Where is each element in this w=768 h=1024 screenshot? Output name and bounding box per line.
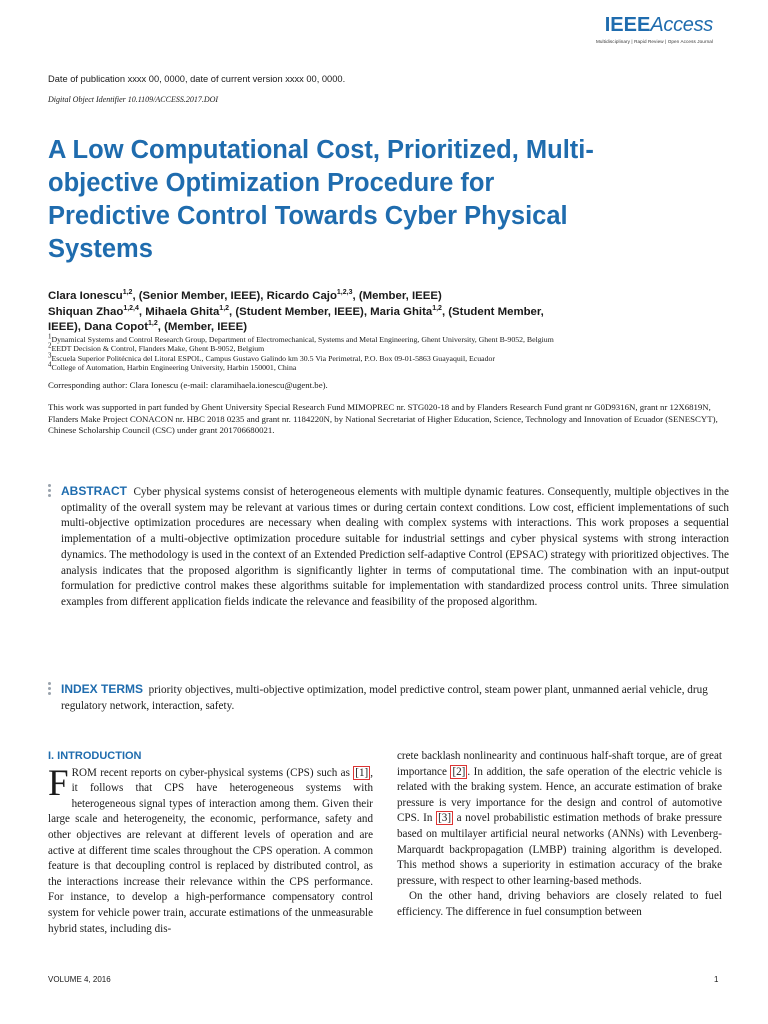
author-role: , (Senior Member, IEEE), — [132, 290, 267, 302]
author-affiliation-sup: 1,2,3 — [336, 289, 353, 297]
affiliation-number: 2 — [48, 341, 52, 350]
author-list — [48, 289, 548, 336]
citation-link[interactable]: [3] — [438, 812, 452, 825]
author-name: Maria Ghita — [370, 305, 433, 318]
affiliation-text: Escuela Superior Politécnica del Litoral ESPOL, Campus Gustavo Galindo km 30.5 Via Perimetral, P.O. Box 09-01-5863 Guayaquil, Ecuador — [51, 353, 496, 363]
body-column-left — [48, 749, 373, 937]
section-heading: I. INTRODUCTION — [48, 750, 142, 762]
affiliation-number: 3 — [48, 351, 52, 360]
body-text: . In addition, the safe operation of the electric vehicle is related with the braking system. Hence, an accurate estimation of brake pressure is very importance for the design and control of automotive CPS. In — [397, 765, 722, 825]
section-marker-icon — [48, 484, 52, 499]
affiliation-number: 1 — [48, 332, 52, 341]
section-marker-icon — [48, 682, 52, 697]
author-name: Mihaela Ghita — [145, 305, 220, 318]
intro-text: ROM recent reports on cyber-physical systems (CPS) such as — [71, 766, 354, 779]
affiliation-number: 4 — [48, 360, 52, 369]
logo-word-access: Access — [650, 14, 713, 36]
affiliation-item — [48, 332, 728, 344]
author-role: , (Member, IEEE) — [157, 321, 248, 333]
affiliation-text: EEDT Decision & Control, Flanders Make, Ghent B-9052, Belgium — [51, 344, 265, 354]
body-text: a novel probabilistic estimation methods of brake pressure based on multilayer artificial neural networks (ANNs) with Levenberg-Marquardt backpropagation (LMBP) training algorithm is developed. This method shows a superiority in estimation accuracy of the brake pressure, with respect to other learning-based methods. — [397, 812, 722, 887]
logo-word-ieee: IEEE — [604, 14, 651, 36]
funding-note: This work was supported in part funded by Ghent University Special Research Fund MIMOPREC nr. STG020-18 and by Flanders Research Fund grant nr G0D9316N, grant nr 12X6819N, Flanders Make Project CONACON nr. HBC 2018 0235 and grant nr. 1184220N, by National Secretariat of Higher Education, Science, Technology and Innovation of Ecuador (SENESCYT), Chinese Scholarship Council (CSC) under grant 201706680021. — [48, 402, 718, 436]
affiliation-item — [48, 341, 728, 354]
author-affiliation-sup: 1,2 — [148, 320, 158, 328]
paper-title: A Low Computational Cost, Prioritized, Multi-objective Optimization Procedure for Predictive Control Towards Cyber Physical Systems — [48, 136, 594, 263]
affiliation-text: College of Automation, Harbin Engineering University, Harbin 150001, China — [51, 363, 297, 373]
author-role: , (Student Member, IEEE), — [229, 305, 371, 318]
affiliation-item — [48, 351, 728, 363]
author-name: Ricardo Cajo — [266, 290, 337, 302]
logo-tagline: Multidisciplinary | Rapid Review | Open Access Journal — [595, 39, 713, 44]
corresponding-author: Corresponding author: Clara Ionescu (e-mail: claramihaela.ionescu@ugent.be). — [48, 380, 328, 390]
body-column-right — [397, 749, 722, 921]
abstract-block — [61, 484, 729, 611]
index-terms-block — [61, 682, 729, 714]
abstract-text: Cyber physical systems consist of heterogeneous elements with multiple dynamic features. Consequently, multiple objectives in the optimality of the overall system may be relevant at various times or during certain context conditions. Low cost, efficient implementations of such multi-objective optimization procedures are necessary when dealing with complex systems with interactions. This work proposes a sequential implementation of a multi-objective optimization procedure suitable for industrial settings and cyber physical systems with strong interaction dynamics. The methodology is used in the context of an Extended Prediction self-adaptive Control (EPSAC) strategy with prioritized objectives. The analysis indicates that the proposed algorithm is significantly lighter in terms of computational time. The combination with an input-output formulation for predictive control makes these algorithms suitable for implementation with standardized process control units. Three simulation examples from different application fields indicate the relevance and feasibility of the proposed algorithm. — [61, 486, 729, 608]
affiliation-item — [48, 360, 728, 373]
page-number: 1 — [714, 975, 719, 984]
footer-volume: VOLUME 4, 2016 — [48, 975, 111, 984]
author-affiliation-sup: 1,2,4 — [123, 304, 139, 312]
author-role: , (Member, IEEE) — [352, 290, 442, 302]
affiliation-text: Dynamical Systems and Control Research Group, Department of Electromechanical, Systems and Metal Engineering, Ghent University, Ghent B-9052, Belgium — [51, 335, 554, 344]
abstract-heading: ABSTRACT — [61, 484, 127, 498]
citation-link[interactable]: [1] — [355, 766, 369, 779]
body-text: crete backlash nonlinearity and continuous half-shaft torque, are of great importance — [397, 750, 722, 778]
index-terms-text: priority objectives, multi-objective optimization, model predictive control, steam power plant, unmanned aerial vehicle, drug regulatory network, interaction, safety. — [61, 684, 708, 712]
author-name: Shiquan Zhao — [48, 305, 124, 318]
publication-date: Date of publication xxxx 00, 0000, date of current version xxxx 00, 0000. — [48, 74, 346, 84]
body-paragraph: On the other hand, driving behaviors are closely related to fuel efficiency. The difference in fuel consumption between — [397, 890, 722, 918]
author-affiliation-sup: 1,2 — [122, 289, 133, 297]
author-name: Clara Ionescu — [48, 290, 123, 302]
author-separator: , — [138, 305, 146, 318]
drop-cap: F — [48, 762, 69, 804]
citation-link[interactable]: [2] — [452, 765, 466, 778]
author-affiliation-sup: 1,2 — [432, 304, 442, 312]
affiliations — [48, 332, 728, 373]
author-affiliation-sup: 1,2 — [219, 304, 230, 312]
author-role: , (Student Member, IEEE), — [48, 305, 544, 333]
intro-text: , it follows that CPS have heterogeneous systems with heterogeneous signal types of interaction among them. Given their large scale and heterogeneity, the economic, performance, safety and other objectives are relevant at different levels of operation and are active at different time scales throughout the CPS operation. A common feature is that decoupling control is replaced by distributed control, as the interactions increase their relevance within the CPS performance. For instance, to develop a high-performance compensatory control system for vehicle power train, accurate estimations of the unmeasurable hybrid states, including dis- — [48, 766, 373, 935]
author-name: Dana Copot — [84, 321, 149, 333]
doi-line: Digital Object Identifier 10.1109/ACCESS.2017.DOI — [48, 95, 219, 104]
ieee-access-logo — [563, 14, 713, 44]
index-terms-heading: INDEX TERMS — [61, 682, 144, 696]
